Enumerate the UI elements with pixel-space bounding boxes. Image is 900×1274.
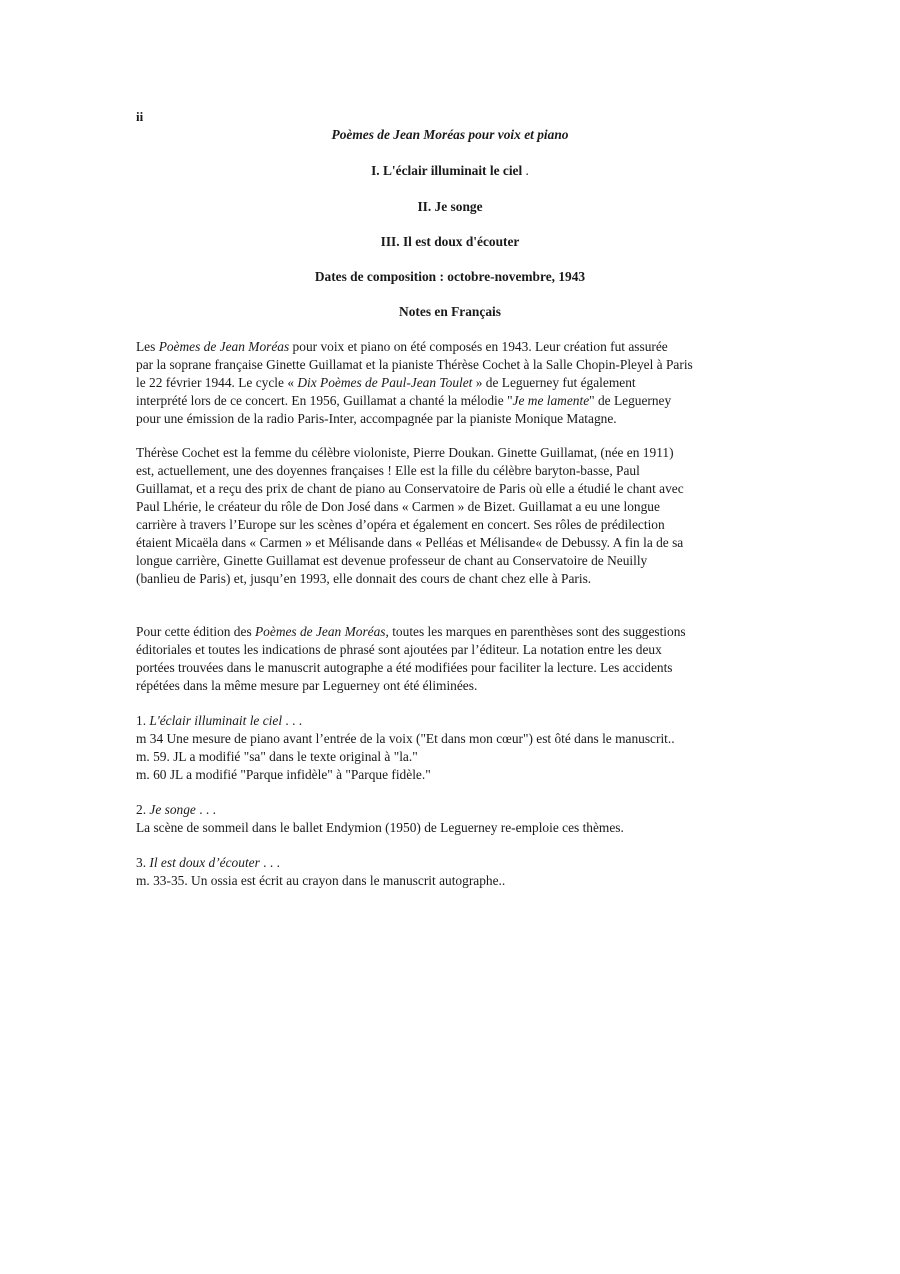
note-song-1 (136, 712, 768, 784)
text-line: Les Poèmes de Jean Moréas pour voix et piano on été composés en 1943. Leur création fut assurée (136, 339, 668, 354)
note-line: La scène de sommeil dans le ballet Endymion (1950) de Leguerney re-emploie ces thèmes. (136, 820, 624, 835)
note-line: m. 60 JL a modifié "Parque infidèle" à "Parque fidèle." (136, 767, 431, 782)
text-line: le 22 février 1944. Le cycle « Dix Poèmes de Paul-Jean Toulet » de Leguerney fut également (136, 375, 636, 390)
note-line: m 34 Une mesure de piano avant l’entrée de la voix ("Et dans mon cœur") est ôté dans le manuscrit.. (136, 731, 675, 746)
text-line: Paul Lhérie, le créateur du rôle de Don José dans « Carmen » de Bizet. Guillamat a eu une longue (136, 499, 660, 514)
text-line: éditoriales et toutes les indications de phrasé sont ajoutées par l’éditeur. La notation entre les deux (136, 642, 662, 657)
text-line: Pour cette édition des Poèmes de Jean Moréas, toutes les marques en parenthèses sont des suggestions (136, 624, 686, 639)
notes-heading: Notes en Français (399, 304, 501, 319)
text-line: longue carrière, Ginette Guillamat est devenue professeur de chant au Conservatoire de Neuilly (136, 553, 648, 568)
song-heading-2: II. Je songe (417, 199, 483, 214)
text-line: interprété lors de ce concert. En 1956, Guillamat a chanté la mélodie "Je me lamente" de Leguerney (136, 393, 672, 408)
composition-dates: Dates de composition : octobre-novembre, 1943 (314, 269, 586, 284)
song-heading-1-suffix: . (522, 163, 529, 178)
text-line: étaient Micaëla dans « Carmen » et Mélisande dans « Pelléas et Mélisande« de Debussy. A fin la de sa (136, 535, 684, 550)
paragraph-premiere (136, 338, 768, 428)
song-heading-3: III. Il est doux d'écouter (380, 234, 520, 249)
text-line: Thérèse Cochet est la femme du célèbre violoniste, Pierre Doukan. Ginette Guillamat, (née en 1911) (136, 445, 674, 460)
note-line: m. 59. JL a modifié "sa" dans le texte original à "la." (136, 749, 418, 764)
text-line: répétées dans la même mesure par Leguerney ont été éliminées. (136, 678, 478, 693)
paragraph-edition (136, 623, 768, 695)
note-song-3 (136, 854, 768, 890)
note-song-2 (136, 801, 768, 837)
text-line: Guillamat, et a reçu des prix de chant de piano au Conservatoire de Paris où elle a étudié le chant avec (136, 481, 684, 496)
cycle-title: Poèmes de Jean Moréas pour voix et piano (331, 127, 569, 142)
note-title: 3. Il est doux d’écouter . . . (136, 855, 280, 870)
text-line: portées trouvées dans le manuscrit autographe a été modifiées pour faciliter la lecture. Les accidents (136, 660, 673, 675)
song-heading-1 (136, 162, 764, 180)
note-title: 2. Je songe . . . (136, 802, 216, 817)
text-line: pour une émission de la radio Paris-Inter, accompagnée par la pianiste Monique Matagne. (136, 411, 617, 426)
text-line: carrière à travers l’Europe sur les scènes d’opéra et également en concert. Ses rôles de prédilection (136, 517, 665, 532)
text-line: par la soprane française Ginette Guillamat et la pianiste Thérèse Cochet à la Salle Chopin-Pleyel à Paris (136, 357, 693, 372)
text-line: (banlieu de Paris) et, jusqu’en 1993, elle donnait des cours de chant chez elle à Paris. (136, 571, 592, 586)
note-line: m. 33-35. Un ossia est écrit au crayon dans le manuscrit autographe.. (136, 873, 506, 888)
paragraph-biography (136, 444, 768, 588)
note-title: 1. L'éclair illuminait le ciel . . . (136, 713, 303, 728)
text-line: est, actuellement, une des doyennes françaises ! Elle est la fille du célèbre baryton-basse, Paul (136, 463, 640, 478)
page-number: ii (136, 109, 144, 124)
song-heading-1-label: I. L'éclair illuminait le ciel (371, 163, 523, 178)
